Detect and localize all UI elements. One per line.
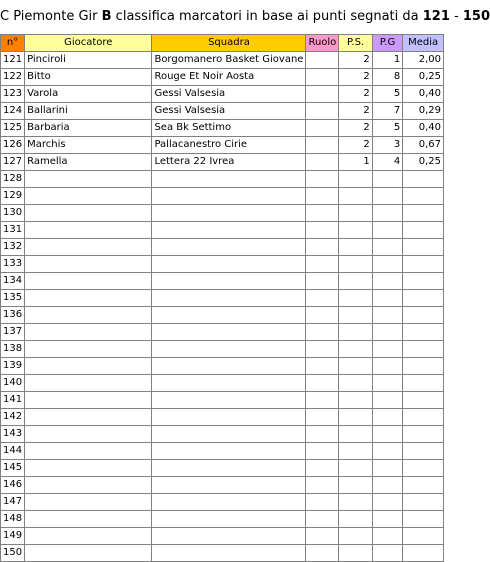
table-row — [1, 239, 444, 256]
cell-media — [403, 341, 444, 358]
cell-squadra — [152, 375, 306, 392]
cell-media: 2,00 — [403, 52, 444, 69]
cell-squadra — [152, 460, 306, 477]
cell-ps: 2 — [339, 103, 372, 120]
table-row — [1, 324, 444, 341]
cell-n: 121 — [1, 52, 25, 69]
cell-ps: 2 — [339, 69, 372, 86]
cell-ruolo — [306, 443, 339, 460]
title-middle: classifica marcatori in base ai punti segnati da — [111, 9, 423, 24]
cell-pg — [372, 205, 403, 222]
cell-ruolo — [306, 426, 339, 443]
cell-pg — [372, 392, 403, 409]
cell-giocatore — [25, 205, 152, 222]
cell-ps — [339, 426, 372, 443]
cell-ps — [339, 511, 372, 528]
cell-n: 140 — [1, 375, 25, 392]
cell-pg: 1 — [372, 52, 403, 69]
cell-n: 139 — [1, 358, 25, 375]
cell-ruolo — [306, 358, 339, 375]
cell-ps — [339, 494, 372, 511]
cell-giocatore — [25, 511, 152, 528]
cell-media — [403, 188, 444, 205]
cell-giocatore — [25, 239, 152, 256]
cell-media — [403, 443, 444, 460]
cell-ps — [339, 324, 372, 341]
cell-n: 149 — [1, 528, 25, 545]
cell-n: 144 — [1, 443, 25, 460]
table-row — [1, 290, 444, 307]
cell-ps — [339, 358, 372, 375]
cell-n: 134 — [1, 273, 25, 290]
cell-n: 148 — [1, 511, 25, 528]
cell-giocatore — [25, 290, 152, 307]
cell-media — [403, 171, 444, 188]
cell-ruolo — [306, 86, 339, 103]
cell-pg — [372, 256, 403, 273]
cell-squadra — [152, 477, 306, 494]
cell-pg — [372, 477, 403, 494]
cell-n: 129 — [1, 188, 25, 205]
table-row — [1, 273, 444, 290]
cell-giocatore — [25, 460, 152, 477]
cell-pg — [372, 222, 403, 239]
cell-pg — [372, 341, 403, 358]
table-row — [1, 205, 444, 222]
header-pg: P.G — [372, 35, 403, 52]
table-row — [1, 188, 444, 205]
cell-pg: 8 — [372, 69, 403, 86]
page-title — [0, 0, 490, 34]
cell-ps — [339, 392, 372, 409]
cell-squadra — [152, 409, 306, 426]
title-range-from: 121 — [422, 9, 450, 24]
table-row — [1, 528, 444, 545]
cell-media — [403, 307, 444, 324]
cell-squadra — [152, 188, 306, 205]
cell-pg — [372, 239, 403, 256]
cell-squadra — [152, 205, 306, 222]
cell-ruolo — [306, 460, 339, 477]
cell-squadra: Rouge Et Noir Aosta — [152, 69, 306, 86]
cell-n: 147 — [1, 494, 25, 511]
cell-ruolo — [306, 528, 339, 545]
cell-ps — [339, 188, 372, 205]
cell-n: 137 — [1, 324, 25, 341]
cell-ruolo — [306, 494, 339, 511]
cell-ps — [339, 290, 372, 307]
cell-giocatore: Varola — [25, 86, 152, 103]
cell-squadra: Sea Bk Settimo — [152, 120, 306, 137]
cell-squadra — [152, 494, 306, 511]
table-row — [1, 86, 444, 103]
cell-pg: 7 — [372, 103, 403, 120]
cell-n: 142 — [1, 409, 25, 426]
table-row — [1, 137, 444, 154]
cell-pg — [372, 409, 403, 426]
cell-pg: 4 — [372, 154, 403, 171]
cell-squadra: Borgomanero Basket Giovane — [152, 52, 306, 69]
cell-pg — [372, 290, 403, 307]
cell-n: 130 — [1, 205, 25, 222]
cell-ruolo — [306, 375, 339, 392]
cell-ruolo — [306, 324, 339, 341]
cell-giocatore: Ballarini — [25, 103, 152, 120]
cell-pg — [372, 443, 403, 460]
cell-n: 127 — [1, 154, 25, 171]
cell-media — [403, 477, 444, 494]
cell-giocatore — [25, 392, 152, 409]
cell-n: 123 — [1, 86, 25, 103]
cell-ps — [339, 409, 372, 426]
cell-giocatore — [25, 409, 152, 426]
cell-n: 145 — [1, 460, 25, 477]
cell-n: 133 — [1, 256, 25, 273]
cell-media — [403, 358, 444, 375]
cell-giocatore: Marchis — [25, 137, 152, 154]
cell-ruolo — [306, 341, 339, 358]
cell-giocatore — [25, 528, 152, 545]
cell-media: 0,29 — [403, 103, 444, 120]
cell-n: 138 — [1, 341, 25, 358]
cell-ps — [339, 460, 372, 477]
cell-ps: 1 — [339, 154, 372, 171]
cell-ruolo — [306, 545, 339, 562]
cell-ruolo — [306, 222, 339, 239]
cell-media: 0,25 — [403, 69, 444, 86]
cell-n: 131 — [1, 222, 25, 239]
cell-ruolo — [306, 171, 339, 188]
cell-squadra — [152, 545, 306, 562]
cell-giocatore — [25, 426, 152, 443]
cell-squadra — [152, 171, 306, 188]
cell-pg — [372, 528, 403, 545]
cell-squadra — [152, 426, 306, 443]
cell-media — [403, 290, 444, 307]
cell-giocatore — [25, 375, 152, 392]
cell-pg — [372, 358, 403, 375]
cell-n: 125 — [1, 120, 25, 137]
cell-giocatore — [25, 188, 152, 205]
cell-media — [403, 409, 444, 426]
cell-squadra: Pallacanestro Cirie — [152, 137, 306, 154]
cell-ps — [339, 545, 372, 562]
header-row — [1, 35, 444, 52]
cell-ps — [339, 222, 372, 239]
cell-giocatore: Barbaria — [25, 120, 152, 137]
cell-ruolo — [306, 392, 339, 409]
cell-squadra — [152, 324, 306, 341]
table-row — [1, 341, 444, 358]
cell-ps — [339, 307, 372, 324]
cell-ps — [339, 528, 372, 545]
cell-giocatore — [25, 545, 152, 562]
cell-ps: 2 — [339, 120, 372, 137]
cell-giocatore: Bitto — [25, 69, 152, 86]
cell-pg — [372, 511, 403, 528]
title-prefix: C Piemonte Gir — [0, 9, 102, 24]
table-row — [1, 511, 444, 528]
cell-ps — [339, 256, 372, 273]
cell-squadra — [152, 341, 306, 358]
cell-pg — [372, 307, 403, 324]
header-n: n° — [1, 35, 25, 52]
cell-media — [403, 222, 444, 239]
table-row — [1, 375, 444, 392]
title-range-to: 150 — [462, 9, 490, 24]
cell-ruolo — [306, 409, 339, 426]
table-row — [1, 477, 444, 494]
cell-squadra — [152, 443, 306, 460]
table-row — [1, 494, 444, 511]
cell-pg — [372, 188, 403, 205]
cell-media — [403, 205, 444, 222]
cell-pg — [372, 460, 403, 477]
table-row — [1, 69, 444, 86]
cell-squadra — [152, 392, 306, 409]
table-row — [1, 307, 444, 324]
cell-n: 128 — [1, 171, 25, 188]
cell-giocatore — [25, 273, 152, 290]
cell-ps: 2 — [339, 86, 372, 103]
table-row — [1, 409, 444, 426]
cell-giocatore — [25, 494, 152, 511]
cell-giocatore — [25, 358, 152, 375]
cell-ruolo — [306, 239, 339, 256]
cell-media — [403, 239, 444, 256]
cell-ruolo — [306, 188, 339, 205]
table-row — [1, 545, 444, 562]
scorers-table — [0, 34, 444, 562]
cell-media: 0,67 — [403, 137, 444, 154]
cell-ps — [339, 375, 372, 392]
cell-n: 136 — [1, 307, 25, 324]
cell-ruolo — [306, 52, 339, 69]
cell-ps: 2 — [339, 137, 372, 154]
cell-pg — [372, 426, 403, 443]
cell-squadra: Gessi Valsesia — [152, 86, 306, 103]
cell-squadra — [152, 290, 306, 307]
cell-n: 135 — [1, 290, 25, 307]
cell-media — [403, 256, 444, 273]
cell-media — [403, 273, 444, 290]
cell-ruolo — [306, 103, 339, 120]
cell-ruolo — [306, 477, 339, 494]
cell-pg: 5 — [372, 120, 403, 137]
cell-squadra — [152, 239, 306, 256]
title-group: B — [101, 9, 112, 24]
cell-media: 0,25 — [403, 154, 444, 171]
cell-n: 150 — [1, 545, 25, 562]
cell-pg: 3 — [372, 137, 403, 154]
cell-pg — [372, 171, 403, 188]
cell-n: 141 — [1, 392, 25, 409]
table-row — [1, 460, 444, 477]
cell-media — [403, 375, 444, 392]
table-row — [1, 120, 444, 137]
cell-squadra — [152, 256, 306, 273]
cell-pg — [372, 545, 403, 562]
cell-giocatore: Pinciroli — [25, 52, 152, 69]
cell-ps — [339, 443, 372, 460]
cell-media — [403, 545, 444, 562]
cell-ps: 2 — [339, 52, 372, 69]
table-row — [1, 392, 444, 409]
cell-n: 143 — [1, 426, 25, 443]
cell-media — [403, 460, 444, 477]
cell-giocatore — [25, 307, 152, 324]
cell-media: 0,40 — [403, 120, 444, 137]
header-ruolo: Ruolo — [306, 35, 339, 52]
table-row — [1, 426, 444, 443]
cell-ruolo — [306, 69, 339, 86]
cell-ruolo — [306, 205, 339, 222]
cell-giocatore — [25, 443, 152, 460]
cell-squadra — [152, 222, 306, 239]
cell-squadra: Lettera 22 Ivrea — [152, 154, 306, 171]
cell-ruolo — [306, 154, 339, 171]
title-range-separator: - — [449, 9, 463, 24]
table-row — [1, 358, 444, 375]
cell-ps — [339, 205, 372, 222]
header-squadra: Squadra — [152, 35, 306, 52]
cell-media — [403, 392, 444, 409]
cell-ruolo — [306, 137, 339, 154]
cell-squadra — [152, 528, 306, 545]
cell-media — [403, 528, 444, 545]
cell-ruolo — [306, 307, 339, 324]
cell-ruolo — [306, 256, 339, 273]
cell-pg — [372, 494, 403, 511]
cell-pg — [372, 324, 403, 341]
table-row — [1, 443, 444, 460]
cell-giocatore — [25, 256, 152, 273]
cell-ps — [339, 171, 372, 188]
table-row — [1, 154, 444, 171]
cell-ruolo — [306, 273, 339, 290]
cell-pg: 5 — [372, 86, 403, 103]
cell-pg — [372, 273, 403, 290]
cell-giocatore: Ramella — [25, 154, 152, 171]
cell-pg — [372, 375, 403, 392]
cell-ruolo — [306, 120, 339, 137]
cell-giocatore — [25, 477, 152, 494]
cell-media — [403, 511, 444, 528]
cell-n: 146 — [1, 477, 25, 494]
header-ps: P.S. — [339, 35, 372, 52]
cell-ps — [339, 273, 372, 290]
cell-ps — [339, 239, 372, 256]
cell-giocatore — [25, 171, 152, 188]
header-media: Media — [403, 35, 444, 52]
header-giocatore: Giocatore — [25, 35, 152, 52]
cell-giocatore — [25, 341, 152, 358]
cell-ps — [339, 341, 372, 358]
cell-squadra: Gessi Valsesia — [152, 103, 306, 120]
cell-media — [403, 324, 444, 341]
cell-n: 132 — [1, 239, 25, 256]
table-row — [1, 222, 444, 239]
table-row — [1, 52, 444, 69]
cell-squadra — [152, 273, 306, 290]
cell-media — [403, 494, 444, 511]
cell-giocatore — [25, 324, 152, 341]
cell-media — [403, 426, 444, 443]
cell-ps — [339, 477, 372, 494]
cell-squadra — [152, 358, 306, 375]
cell-giocatore — [25, 222, 152, 239]
cell-squadra — [152, 307, 306, 324]
table-row — [1, 256, 444, 273]
cell-ruolo — [306, 511, 339, 528]
table-row — [1, 171, 444, 188]
cell-media: 0,40 — [403, 86, 444, 103]
cell-squadra — [152, 511, 306, 528]
table-row — [1, 103, 444, 120]
cell-n: 124 — [1, 103, 25, 120]
cell-n: 122 — [1, 69, 25, 86]
cell-n: 126 — [1, 137, 25, 154]
cell-ruolo — [306, 290, 339, 307]
